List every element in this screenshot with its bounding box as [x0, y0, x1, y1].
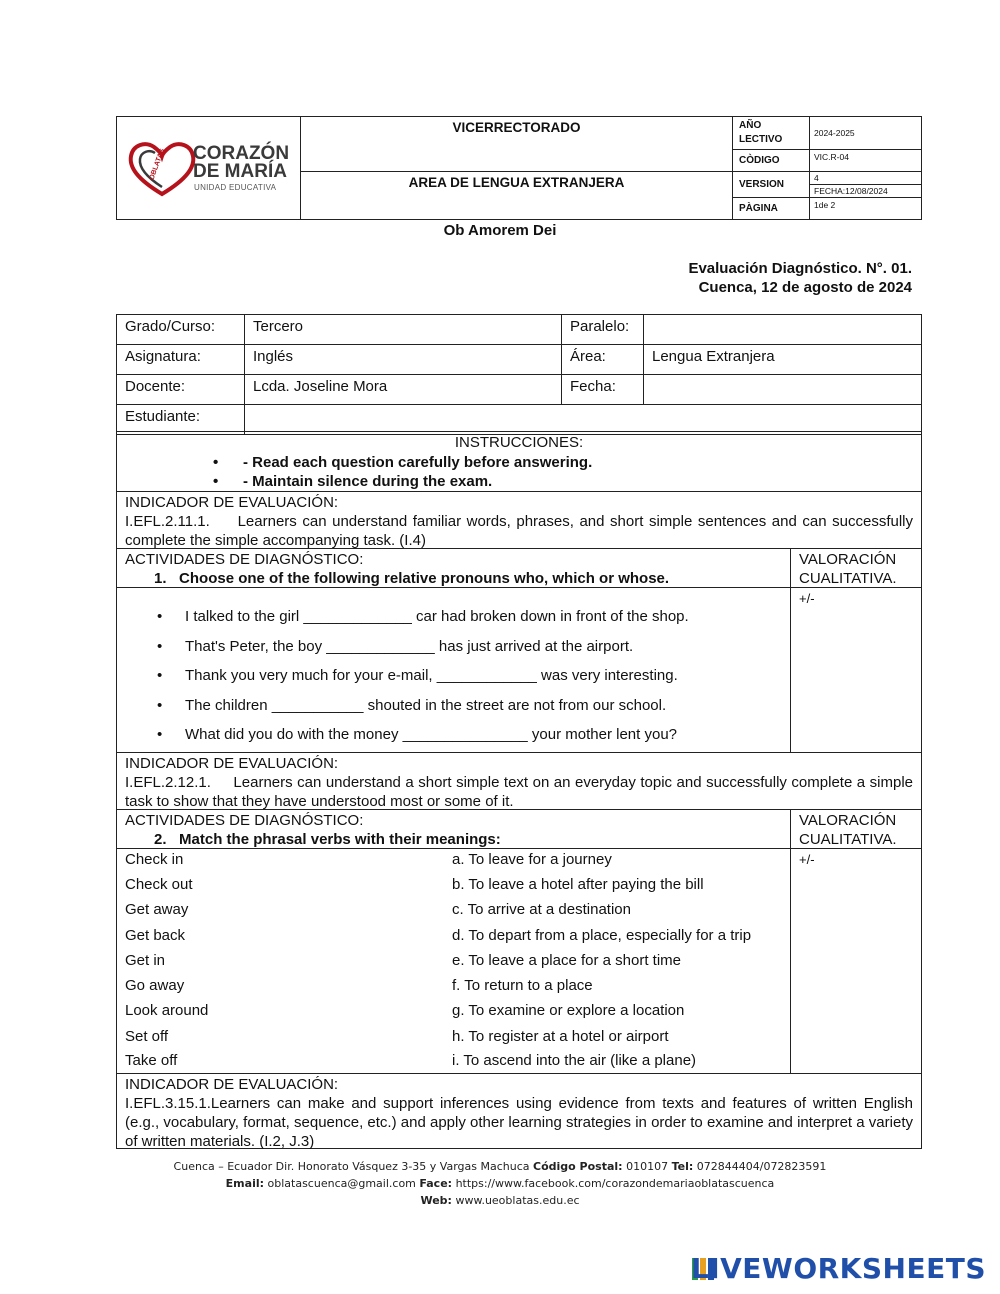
- activity-1-title: ACTIVIDADES DE DIAGNÓSTICO:: [125, 551, 364, 568]
- footer-facebook-link[interactable]: https://www.facebook.com/corazondemariaoblatascuenca: [452, 1177, 775, 1190]
- activity-1-header: ACTIVIDADES DE DIAGNÓSTICO: 1. Choose one of the following relative pronouns who, which or whose.: [125, 551, 670, 587]
- version-value: 4: [810, 172, 921, 185]
- phrasal-verb[interactable]: Take off: [125, 1052, 178, 1069]
- vicerrectorado-title: VICERRECTORADO: [301, 117, 733, 172]
- phrasal-verb[interactable]: Check in: [125, 851, 184, 868]
- activity-2-title: ACTIVIDADES DE DIAGNÓSTICO:: [125, 812, 364, 829]
- footer-contact: Email: oblatascuenca@gmail.com Face: https://www.facebook.com/corazondemariaoblatascuenca: [225, 1177, 775, 1190]
- indicator-2-title: INDICADOR DE EVALUACIÓN:: [125, 755, 339, 772]
- match-row: [117, 851, 923, 876]
- codigo-label: CÒDIGO: [733, 150, 810, 172]
- codigo-value: VIC.R-04: [810, 150, 922, 172]
- question-list: [119, 608, 689, 756]
- activity-1-score: +/-: [799, 591, 815, 606]
- activity-2-instruction: Match the phrasal verbs with their meanings:: [179, 831, 501, 848]
- indicator-3-title: INDICADOR DE EVALUACIÓN:: [125, 1076, 339, 1093]
- docente-label: Docente:: [117, 375, 245, 405]
- footer-web-link[interactable]: www.ueoblatas.edu.ec: [451, 1194, 580, 1207]
- meaning[interactable]: i. To ascend into the air (like a plane): [452, 1052, 697, 1069]
- version-label: VERSION: [733, 172, 810, 198]
- logo-side-text: OBLATAS: [148, 147, 167, 182]
- anio-label: AÑO LECTIVO: [733, 117, 810, 150]
- activity-1-instruction: Choose one of the following relative pronouns who, which or whose.: [179, 570, 670, 587]
- phrasal-verb[interactable]: Get in: [125, 952, 166, 969]
- question-item[interactable]: • What did you do with the money _______________ your mother lent you?: [185, 726, 689, 756]
- grado-value: Tercero: [245, 315, 562, 345]
- footer-web: Web: www.ueoblatas.edu.ec: [420, 1194, 580, 1207]
- logo-title-1: CORAZÓN: [193, 143, 290, 164]
- phrasal-verb[interactable]: Get back: [125, 927, 186, 944]
- meaning[interactable]: d. To depart from a place, especially for a trip: [452, 927, 752, 944]
- indicator-1-text: I.EFL.2.11.1. Learners can understand familiar words, phrases, and short simple sentences and can successfully complete the simple accompanying task. (I.4): [125, 513, 913, 549]
- meaning[interactable]: e. To leave a place for a short time: [452, 952, 682, 969]
- question-item[interactable]: • That's Peter, the boy _____________ has just arrived at the airport.: [185, 638, 689, 668]
- footer-address: Cuenca – Ecuador Dir. Honorato Vásquez 3-35 y Vargas Machuca Código Postal: 010107 Tel: 072844404/072823591: [173, 1160, 827, 1173]
- instruction-item: • - Read each question carefully before answering.: [213, 454, 593, 471]
- activity-1: [116, 548, 922, 753]
- pagina-label: PÀGINA: [733, 198, 810, 220]
- question-item[interactable]: • The children ___________ shouted in the street are not from our school.: [185, 697, 689, 727]
- meaning[interactable]: a. To leave for a journey: [452, 851, 612, 868]
- phrasal-verb[interactable]: Look around: [125, 1002, 209, 1019]
- indicator-2: [116, 752, 922, 810]
- activity-2-valoracion: VALORACIÓN CUALITATIVA.: [799, 812, 897, 848]
- activity-2-score: +/-: [799, 852, 815, 867]
- asignatura-label: Asignatura:: [117, 345, 245, 375]
- phrasal-verb[interactable]: Get away: [125, 901, 189, 918]
- indicator-1: [116, 491, 922, 549]
- meaning[interactable]: g. To examine or explore a location: [452, 1002, 685, 1019]
- meaning[interactable]: h. To register at a hotel or airport: [452, 1028, 669, 1045]
- phrasal-verb[interactable]: Go away: [125, 977, 185, 994]
- anio-value: 2024-2025: [810, 117, 922, 150]
- pagina-value: 1de 2: [810, 198, 922, 220]
- instruction-item: • - Maintain silence during the exam.: [213, 473, 493, 490]
- question-item[interactable]: • I talked to the girl _____________ car had broken down in front of the shop.: [185, 608, 689, 638]
- meaning[interactable]: b. To leave a hotel after paying the bill: [452, 876, 704, 893]
- grado-label: Grado/Curso:: [117, 315, 245, 345]
- phrasal-verb[interactable]: Set off: [125, 1028, 169, 1045]
- activity-2-header: ACTIVIDADES DE DIAGNÓSTICO: 2. Match the phrasal verbs with their meanings:: [125, 812, 501, 848]
- footer-email[interactable]: oblatascuenca@gmail.com: [264, 1177, 420, 1190]
- logo-subtitle: UNIDAD EDUCATIVA: [194, 183, 277, 192]
- motto: Ob Amorem Dei: [443, 222, 557, 239]
- indicator-3: [116, 1073, 922, 1149]
- area-value: Lengua Extranjera: [644, 345, 922, 375]
- fecha-label: Fecha:: [562, 375, 644, 405]
- fecha-header-value: FECHA:12/08/2024: [814, 186, 888, 196]
- indicator-1-title: INDICADOR DE EVALUACIÓN:: [125, 494, 339, 511]
- version-cell: [810, 172, 922, 198]
- match-row: [117, 876, 923, 901]
- indicator-3-text: I.EFL.3.15.1.Learners can make and support inferences using evidence from texts and features of written English (e.g., vocabulary, format, sequence, etc.) and apply other learning strategies in order to examine and interpret a variety of written materials. (I.2, J.3): [125, 1095, 913, 1150]
- match-row: [117, 977, 923, 1002]
- paralelo-value[interactable]: [644, 315, 922, 345]
- student-info-table: [116, 314, 922, 435]
- evaluation-title: Evaluación Diagnóstico. N°. 01.: [688, 260, 912, 277]
- activity-2: [116, 809, 922, 1074]
- evaluation-date: Cuenca, 12 de agosto de 2024: [698, 279, 912, 296]
- instructions-title: INSTRUCCIONES:: [454, 434, 584, 451]
- header-table: [116, 116, 922, 220]
- meaning[interactable]: f. To return to a place: [452, 977, 593, 994]
- meaning[interactable]: c. To arrive at a destination: [452, 901, 631, 918]
- phrasal-verb[interactable]: Check out: [125, 876, 193, 893]
- asignatura-value: Inglés: [245, 345, 562, 375]
- fecha-value[interactable]: [644, 375, 922, 405]
- activity-1-valoracion: VALORACIÓN CUALITATIVA.: [799, 551, 897, 587]
- liveworksheets-brand: LIVEWORKSHEETS: [690, 1252, 986, 1285]
- indicator-2-text: I.EFL.2.12.1. Learners can understand a short simple text on an everyday topic and successfully complete a simple task to show that they have understood most or some of it.: [125, 774, 913, 810]
- instructions-box: [116, 431, 922, 492]
- area-label: Área:: [562, 345, 644, 375]
- match-row: [117, 927, 923, 952]
- evaluation-heading: [688, 259, 912, 297]
- estudiante-label: Estudiante:: [117, 405, 245, 435]
- match-row: [117, 1002, 923, 1027]
- match-row: [117, 952, 923, 977]
- docente-value: Lcda. Joseline Mora: [245, 375, 562, 405]
- match-row: [117, 1028, 923, 1053]
- match-row: [117, 901, 923, 926]
- estudiante-value[interactable]: [245, 405, 922, 435]
- logo-title-2: DE MARÍA: [193, 161, 287, 182]
- question-item[interactable]: • Thank you very much for your e-mail, ____________ was very interesting.: [185, 667, 689, 697]
- paralelo-label: Paralelo:: [562, 315, 644, 345]
- school-logo: [117, 117, 301, 220]
- area-title: AREA DE LENGUA EXTRANJERA: [301, 172, 733, 220]
